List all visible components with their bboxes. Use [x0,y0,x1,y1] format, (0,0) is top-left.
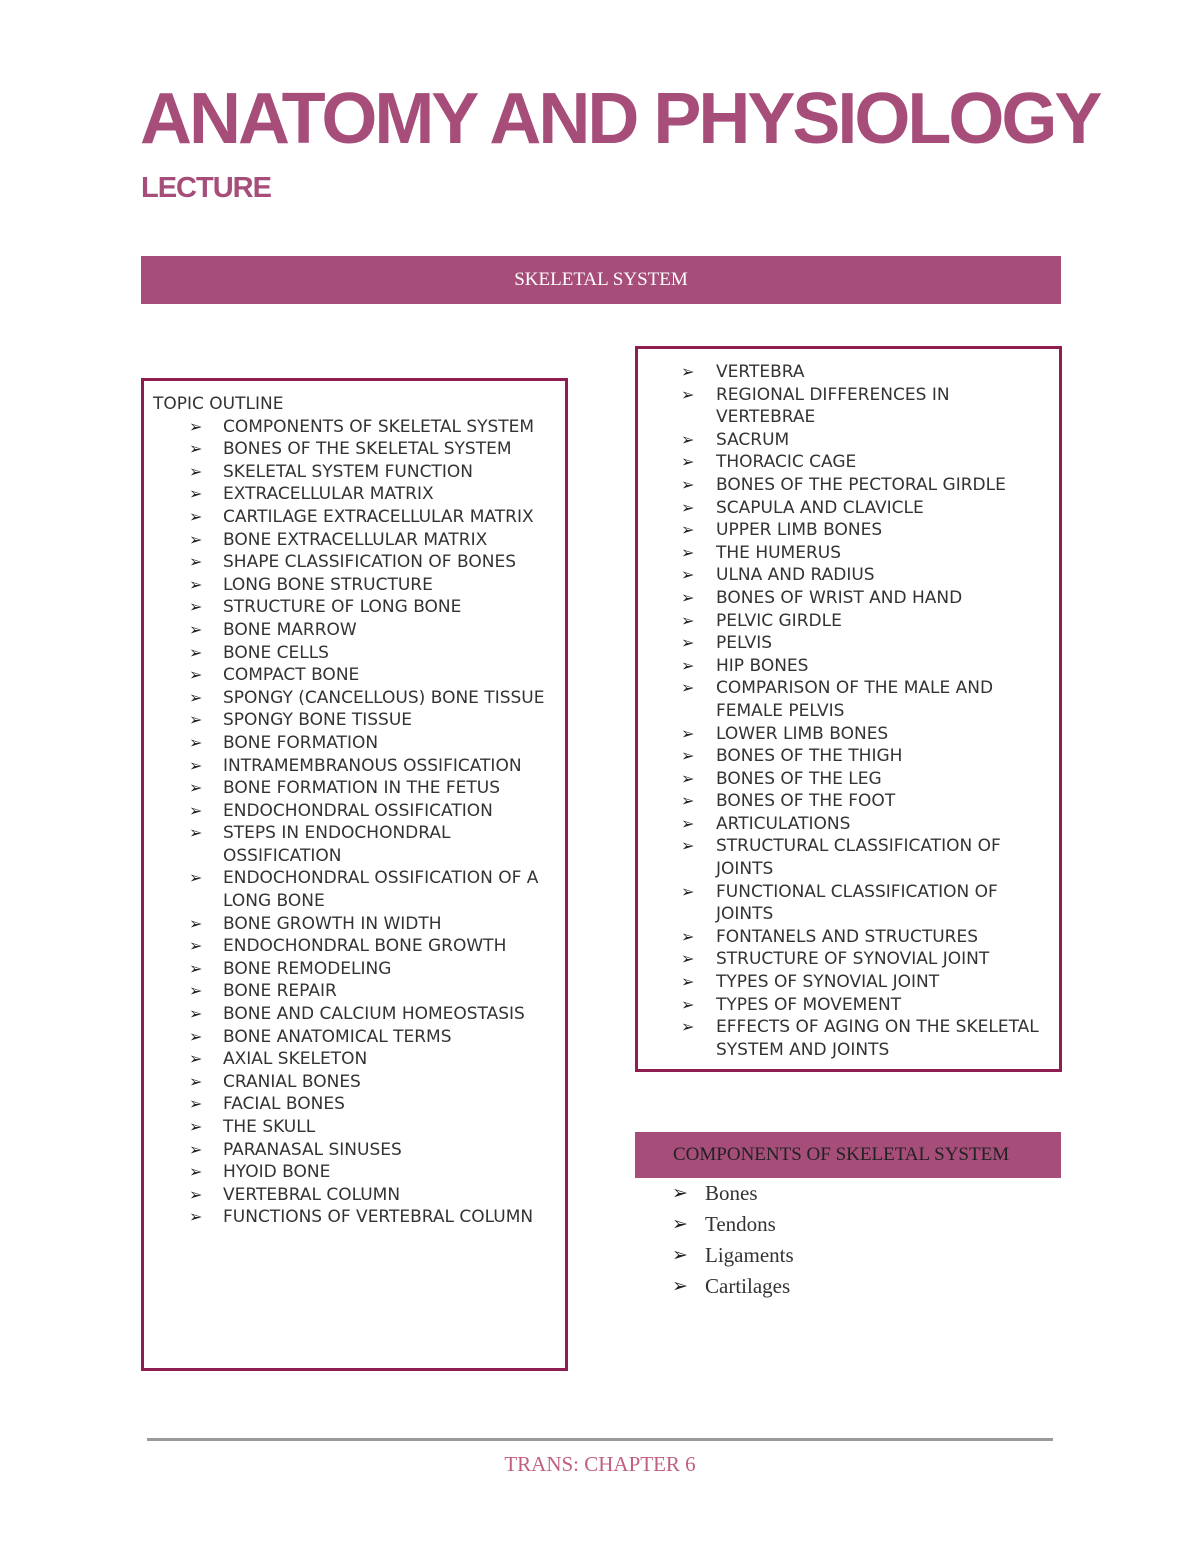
list-item [681,564,1051,587]
list-item [153,438,557,461]
list-item [681,677,1051,722]
arrow-bullet-icon: ➢ [189,868,203,888]
list-item-label: BONES OF WRIST AND HAND [716,587,963,608]
list-item [153,913,557,936]
list-item-label: BONE REPAIR [223,981,337,1002]
list-item [681,1016,1051,1061]
list-item-label: PARANASAL SINUSES [223,1139,402,1160]
list-item [681,790,1051,813]
list-item [153,687,557,710]
list-item [153,416,557,439]
list-item-label: ULNA AND RADIUS [716,565,875,586]
list-item-label: ENDOCHONDRAL BONE GROWTH [223,936,507,957]
arrow-bullet-icon: ➢ [189,506,203,526]
list-item-label: BONES OF THE PECTORAL GIRDLE [716,474,1006,495]
arrow-bullet-icon: ➢ [189,687,203,707]
list-item-label: FUNCTIONS OF VERTEBRAL COLUMN [223,1207,534,1228]
list-item-label: Cartilages [705,1274,791,1298]
list-item-label: BONE EXTRACELLULAR MATRIX [223,529,488,550]
list-item [672,1178,794,1209]
topic-outline-list-left [153,416,557,1229]
arrow-bullet-icon: ➢ [189,710,203,730]
arrow-bullet-icon: ➢ [672,1214,688,1235]
arrow-bullet-icon: ➢ [189,574,203,594]
list-item [681,451,1051,474]
list-item [672,1209,794,1240]
list-item-label: VERTEBRAL COLUMN [223,1184,401,1205]
arrow-bullet-icon: ➢ [681,949,695,969]
list-item [681,632,1051,655]
footer-divider [147,1438,1053,1441]
arrow-bullet-icon: ➢ [681,813,695,833]
list-item-label: BONES OF THE LEG [716,768,882,789]
arrow-bullet-icon: ➢ [681,881,695,901]
list-item-label: Tendons [705,1212,776,1236]
arrow-bullet-icon: ➢ [189,1207,203,1227]
list-item [681,497,1051,520]
arrow-bullet-icon: ➢ [681,791,695,811]
list-item [672,1271,794,1302]
list-item [153,980,557,1003]
list-item-label: STRUCTURE OF LONG BONE [223,597,462,618]
list-item [681,542,1051,565]
list-item-label: ENDOCHONDRAL OSSIFICATION OF A LONG BONE [223,868,539,912]
arrow-bullet-icon: ➢ [681,384,695,404]
list-item-label: LOWER LIMB BONES [716,723,889,744]
list-item-label: COMPARISON OF THE MALE AND FEMALE PELVIS [716,678,994,721]
section-banner [141,256,1061,304]
list-item [153,574,557,597]
list-item [153,800,557,823]
list-item-label: STRUCTURE OF SYNOVIAL JOINT [716,949,990,970]
list-item-label: THE SKULL [223,1117,316,1137]
list-item [681,948,1051,971]
list-item-label: BONES OF THE SKELETAL SYSTEM [223,439,512,460]
list-item [681,813,1051,836]
list-item-label: Bones [705,1181,758,1205]
arrow-bullet-icon: ➢ [189,484,203,504]
list-item [681,384,1051,429]
arrow-bullet-icon: ➢ [189,665,203,685]
list-item-label: BONE GROWTH IN WIDTH [223,913,442,934]
list-item [681,881,1051,926]
topic-outline-box-left [141,378,568,1371]
arrow-bullet-icon: ➢ [189,1094,203,1114]
arrow-bullet-icon: ➢ [189,529,203,549]
arrow-bullet-icon: ➢ [189,552,203,572]
list-item-label: EFFECTS OF AGING ON THE SKELETAL SYSTEM AND JOINTS [716,1017,1039,1060]
arrow-bullet-icon: ➢ [672,1276,688,1297]
arrow-bullet-icon: ➢ [189,1004,203,1024]
list-item [153,664,557,687]
list-item-label: BONE REMODELING [223,958,392,979]
arrow-bullet-icon: ➢ [189,1049,203,1069]
arrow-bullet-icon: ➢ [189,1071,203,1091]
list-item [153,461,557,484]
arrow-bullet-icon: ➢ [681,542,695,562]
list-item-label: SPONGY (CANCELLOUS) BONE TISSUE [223,687,545,708]
arrow-bullet-icon: ➢ [681,587,695,607]
list-item-label: STRUCTURAL CLASSIFICATION OF JOINTS [716,836,1001,880]
list-item-label: THORACIC CAGE [716,452,857,473]
arrow-bullet-icon: ➢ [189,800,203,820]
document-subtitle: LECTURE [141,172,271,204]
arrow-bullet-icon: ➢ [189,732,203,752]
list-item [153,596,557,619]
arrow-bullet-icon: ➢ [681,994,695,1014]
list-item-label: LONG BONE STRUCTURE [223,574,433,595]
list-item-label: TYPES OF SYNOVIAL JOINT [716,972,940,993]
arrow-bullet-icon: ➢ [681,768,695,788]
list-item [153,1003,557,1026]
arrow-bullet-icon: ➢ [681,723,695,743]
list-item [153,1026,557,1049]
arrow-bullet-icon: ➢ [189,1139,203,1159]
list-item [153,1093,557,1116]
arrow-bullet-icon: ➢ [681,497,695,517]
arrow-bullet-icon: ➢ [189,1162,203,1182]
arrow-bullet-icon: ➢ [672,1183,688,1204]
list-item-label: UPPER LIMB BONES [716,520,883,541]
list-item [681,835,1051,880]
arrow-bullet-icon: ➢ [681,610,695,630]
list-item-label: EXTRACELLULAR MATRIX [223,484,434,505]
list-item-label: HIP BONES [716,655,809,676]
list-item [153,867,557,912]
list-item-label: BONE FORMATION [223,732,379,753]
list-item-label: BONES OF THE FOOT [716,791,896,812]
arrow-bullet-icon: ➢ [189,981,203,1001]
list-item-label: ARTICULATIONS [716,813,851,834]
list-item [681,587,1051,610]
list-item [153,755,557,778]
list-item-label: SACRUM [716,429,790,450]
list-item-label: STEPS IN ENDOCHONDRAL OSSIFICATION [223,823,451,866]
list-item-label: SKELETAL SYSTEM FUNCTION [223,461,473,482]
topic-outline-box-right [635,346,1062,1072]
list-item-label: VERTEBRA [716,362,805,382]
arrow-bullet-icon: ➢ [681,565,695,585]
arrow-bullet-icon: ➢ [189,958,203,978]
list-item [153,1206,557,1229]
list-item-label: CRANIAL BONES [223,1071,361,1092]
list-item [153,1161,557,1184]
arrow-bullet-icon: ➢ [681,452,695,472]
list-item [153,732,557,755]
arrow-bullet-icon: ➢ [681,633,695,653]
list-item-label: Ligaments [705,1243,794,1267]
arrow-bullet-icon: ➢ [681,926,695,946]
arrow-bullet-icon: ➢ [189,461,203,481]
list-item-label: ENDOCHONDRAL OSSIFICATION [223,800,493,821]
arrow-bullet-icon: ➢ [189,823,203,843]
arrow-bullet-icon: ➢ [681,678,695,698]
arrow-bullet-icon: ➢ [189,1026,203,1046]
list-item [153,709,557,732]
arrow-bullet-icon: ➢ [681,474,695,494]
list-item [681,429,1051,452]
list-item-label: CARTILAGE EXTRACELLULAR MATRIX [223,506,534,527]
list-item-label: COMPONENTS OF SKELETAL SYSTEM [223,416,535,437]
arrow-bullet-icon: ➢ [189,913,203,933]
arrow-bullet-icon: ➢ [681,429,695,449]
list-item-label: BONE AND CALCIUM HOMEOSTASIS [223,1004,525,1025]
arrow-bullet-icon: ➢ [189,755,203,775]
arrow-bullet-icon: ➢ [681,836,695,856]
list-item [681,655,1051,678]
list-item [681,610,1051,633]
list-item [153,1184,557,1207]
list-item [681,723,1051,746]
topic-outline-list-right [681,361,1051,1061]
list-item-label: SCAPULA AND CLAVICLE [716,497,924,518]
list-item [153,551,557,574]
components-heading: COMPONENTS OF SKELETAL SYSTEM [673,1144,1010,1165]
list-item [153,619,557,642]
list-item [153,958,557,981]
footer-text: TRANS: CHAPTER 6 [504,1452,696,1476]
list-item-label: SPONGY BONE TISSUE [223,710,413,731]
list-item-label: TYPES OF MOVEMENT [716,994,902,1015]
list-item [672,1240,794,1271]
list-item [153,483,557,506]
arrow-bullet-icon: ➢ [681,655,695,675]
list-item-label: BONES OF THE THIGH [716,746,903,767]
arrow-bullet-icon: ➢ [189,597,203,617]
section-banner-label: SKELETAL SYSTEM [514,269,688,290]
list-item-label: AXIAL SKELETON [223,1049,368,1070]
list-item-label: BONE FORMATION IN THE FETUS [223,778,501,799]
list-item-label: BONE CELLS [223,642,329,663]
arrow-bullet-icon: ➢ [189,439,203,459]
list-item-label: FONTANELS AND STRUCTURES [716,926,979,947]
arrow-bullet-icon: ➢ [189,416,203,436]
list-item [681,768,1051,791]
list-item-label: REGIONAL DIFFERENCES IN VERTEBRAE [716,384,950,428]
list-item-label: COMPACT BONE [223,665,360,686]
arrow-bullet-icon: ➢ [681,746,695,766]
list-item-label: BONE ANATOMICAL TERMS [223,1026,452,1047]
list-item [153,777,557,800]
arrow-bullet-icon: ➢ [681,362,695,381]
list-item-label: PELVIS [716,633,773,654]
arrow-bullet-icon: ➢ [189,778,203,798]
list-item [153,1116,557,1139]
arrow-bullet-icon: ➢ [681,972,695,992]
list-item-label: INTRAMEMBRANOUS OSSIFICATION [223,755,522,776]
list-item [153,1048,557,1071]
list-item [153,935,557,958]
list-item [681,994,1051,1017]
list-item [681,745,1051,768]
arrow-bullet-icon: ➢ [681,520,695,540]
list-item [153,1071,557,1094]
arrow-bullet-icon: ➢ [189,936,203,956]
list-item-label: FUNCTIONAL CLASSIFICATION OF JOINTS [716,881,998,925]
list-item-label: HYOID BONE [223,1162,331,1183]
list-item [153,822,557,867]
list-item [681,519,1051,542]
document-title: ANATOMY AND PHYSIOLOGY [140,79,1100,159]
list-item-label: THE HUMERUS [716,542,841,563]
list-item [681,926,1051,949]
list-item [681,971,1051,994]
arrow-bullet-icon: ➢ [681,1017,695,1037]
list-item [153,642,557,665]
list-item [681,474,1051,497]
components-heading-banner [635,1132,1061,1178]
arrow-bullet-icon: ➢ [672,1245,688,1266]
topic-outline-heading: TOPIC OUTLINE [153,394,284,414]
arrow-bullet-icon: ➢ [189,1117,203,1136]
components-list [672,1178,794,1302]
list-item [153,529,557,552]
list-item [681,361,1051,384]
list-item-label: SHAPE CLASSIFICATION OF BONES [223,552,516,573]
list-item [153,506,557,529]
list-item-label: FACIAL BONES [223,1094,345,1115]
arrow-bullet-icon: ➢ [189,619,203,639]
arrow-bullet-icon: ➢ [189,1184,203,1204]
list-item [153,1139,557,1162]
list-item-label: PELVIC GIRDLE [716,610,842,631]
arrow-bullet-icon: ➢ [189,642,203,662]
list-item-label: BONE MARROW [223,619,357,640]
